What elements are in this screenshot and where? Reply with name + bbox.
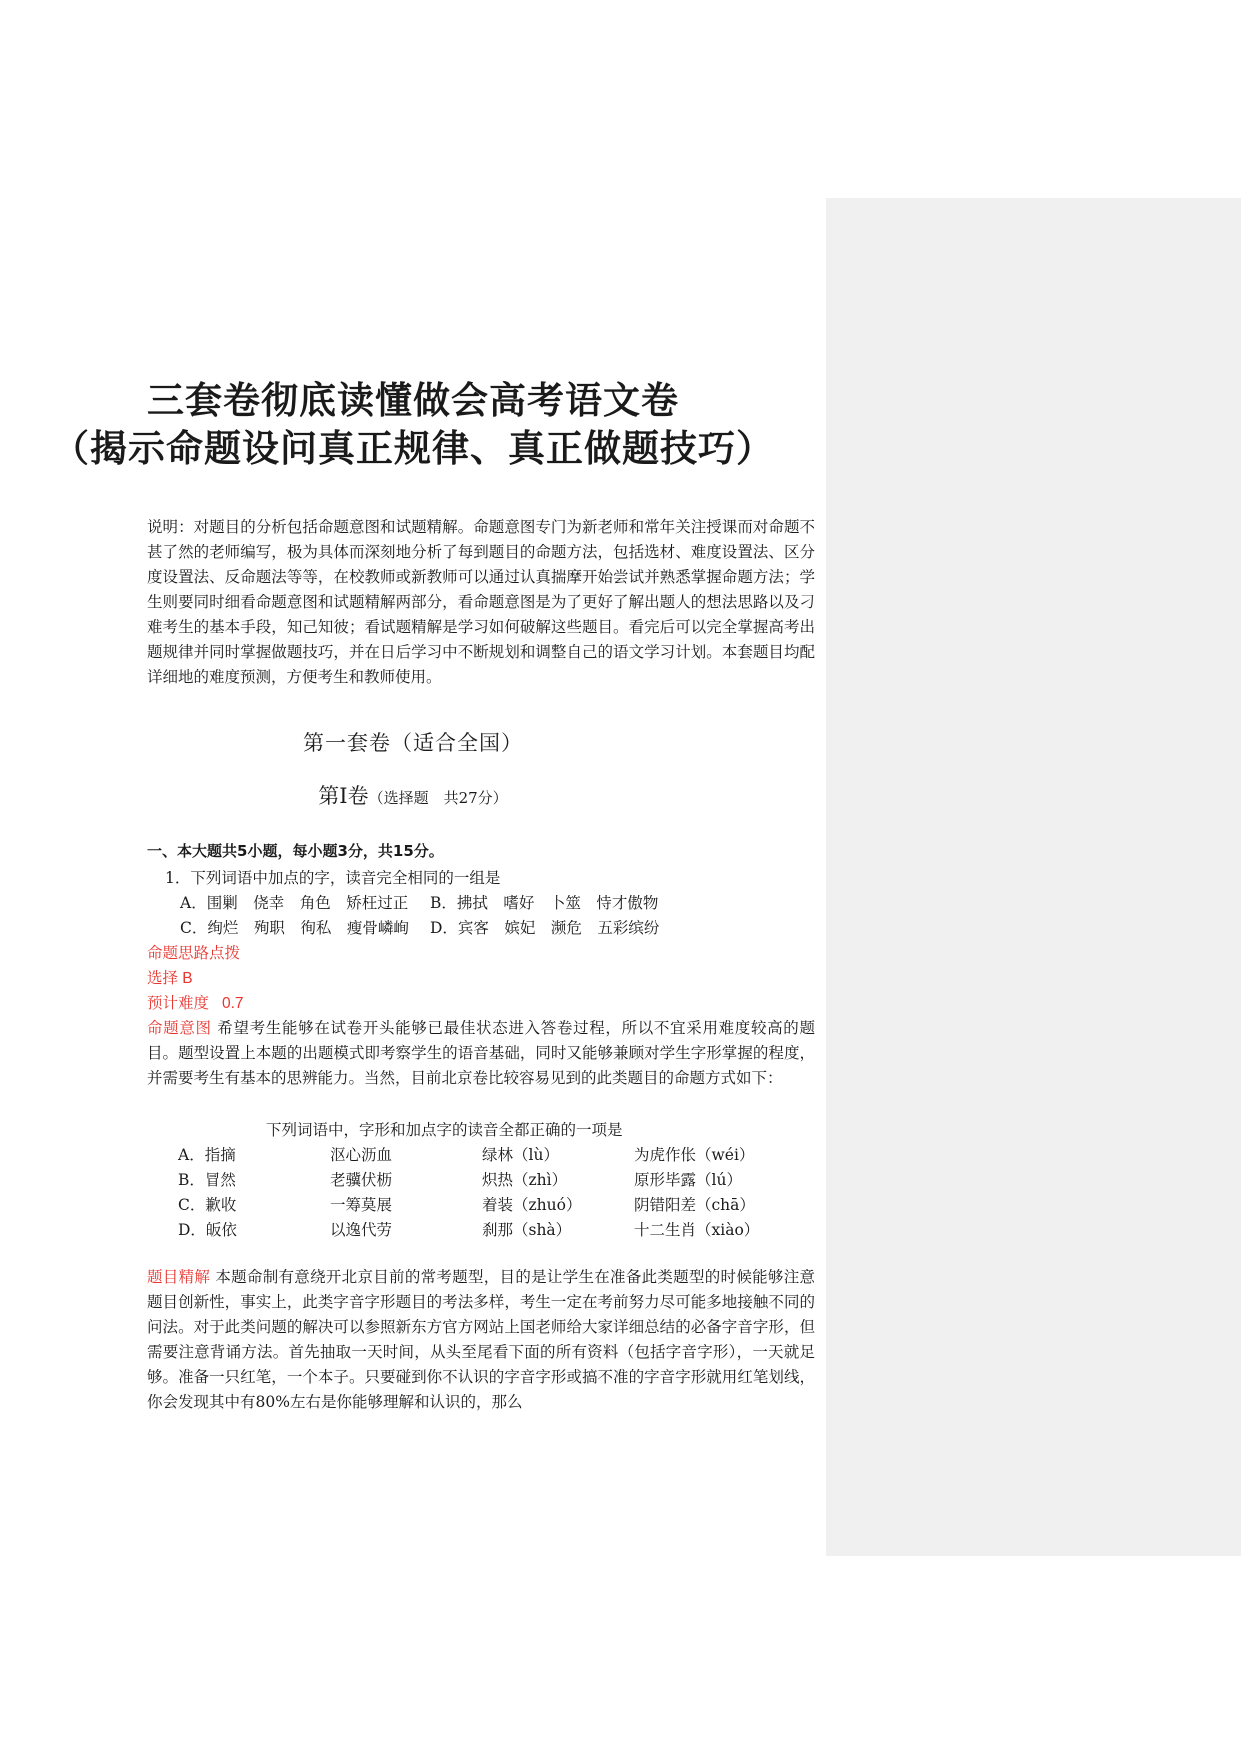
sample-cell: 老骥伏枥 bbox=[330, 1171, 393, 1189]
document-title: 三套卷彻底读懂做会高考语文卷 bbox=[147, 379, 679, 422]
sample-cell: 绿林（lù） bbox=[482, 1146, 559, 1164]
question-stem: 1．下列词语中加点的字，读音完全相同的一组是 bbox=[165, 869, 501, 887]
document-subtitle: （揭示命题设问真正规律、真正做题技巧） bbox=[52, 427, 774, 470]
difficulty-label: 预计难度 bbox=[147, 994, 210, 1012]
explain-label: 题目精解 bbox=[147, 1268, 211, 1286]
difficulty-line bbox=[147, 991, 244, 1013]
analysis-heading: 命题思路点拨 bbox=[147, 944, 241, 962]
sample-cell: 为虎作伥（wéi） bbox=[634, 1146, 755, 1164]
sample-cell: C．歉收 bbox=[178, 1196, 237, 1214]
sample-cell: 刹那（shà） bbox=[482, 1221, 572, 1239]
difficulty-value: 0.7 bbox=[221, 995, 244, 1012]
answer-line: 选择 B bbox=[147, 970, 193, 987]
sample-cell: 着装（zhuó） bbox=[482, 1196, 582, 1214]
sample-cell: 原形毕露（lú） bbox=[634, 1171, 742, 1189]
sample-question-stem: 下列词语中，字形和加点字的读音全都正确的一项是 bbox=[266, 1121, 623, 1139]
explain-paragraph bbox=[147, 1265, 815, 1415]
sample-cell: A．指摘 bbox=[178, 1146, 236, 1164]
set-title: 第一套卷（适合全国） bbox=[303, 731, 523, 755]
sample-cell: 沤心沥血 bbox=[330, 1146, 393, 1164]
section-heading: 一、本大题共5小题，每小题3分，共15分。 bbox=[147, 842, 444, 860]
sample-cell: 阴错阳差（chā） bbox=[634, 1196, 755, 1214]
sample-cell: D．皈依 bbox=[178, 1221, 237, 1239]
volume-label: 第Ⅰ卷 bbox=[318, 784, 369, 808]
sample-cell: 炽热（zhì） bbox=[482, 1171, 568, 1189]
question-option-c: C．绚烂 殉职 徇私 瘦骨嶙峋 bbox=[180, 919, 409, 937]
description-paragraph: 说明：对题目的分析包括命题意图和试题精解。命题意图专门为新老师和常年关注授课而对命题不甚了然的老师编写，极为具体而深刻地分析了每到题目的命题方法，包括选材、难度设置法、区分度设置法、反命题法等等，在校教师或新教师可以通过认真揣摩开始尝试并熟悉掌握命题方法；学生则要同时细看命题意图和试题精解两部分，看命题意图是为了更好了解出题人的想法思路以及刁难考生的基本手段，知己知彼；看试题精解是学习如何破解这些题目。看完后可以完全掌握高考出题规律并同时掌握做题技巧，并在日后学习中不断规划和调整自己的语文学习计划。本套题目均配详细地的难度预测，方便考生和教师使用。 bbox=[147, 518, 815, 686]
comment-pane bbox=[826, 198, 1241, 1556]
intent-paragraph bbox=[147, 1016, 815, 1091]
question-option-d: D．宾客 嫔妃 濒危 五彩缤纷 bbox=[430, 919, 660, 937]
sample-cell: 以逸代劳 bbox=[330, 1221, 393, 1239]
explain-text: 本题命制有意绕开北京目前的常考题型，目的是让学生在准备此类题型的时候能够注意题目创新性，事实上，此类字音字形题目的考法多样，考生一定在考前努力尽可能多地接触不同的问法。对于此类问题的解决可以参照新东方官方网站上国老师给大家详细总结的必备字音字形，但需要注意背诵方法。首先抽取一天时间，从头至尾看下面的所有资料（包括字音字形），一天就足够。准备一只红笔，一个本子。只要碰到你不认识的字音字形或搞不准的字音字形就用红笔划线，你会发现其中有80%左右是你能够理解和认识的，那么 bbox=[147, 1268, 815, 1411]
sample-cell: B．冒然 bbox=[178, 1171, 236, 1189]
sample-cell: 一筹莫展 bbox=[330, 1196, 393, 1214]
sample-cell: 十二生肖（xiào） bbox=[634, 1221, 760, 1239]
question-option-a: A．围剿 侥幸 角色 矫枉过正 bbox=[180, 894, 409, 912]
volume-subtitle: （选择题 共27分） bbox=[368, 789, 508, 807]
question-option-b: B．拂拭 嗜好 卜筮 恃才傲物 bbox=[430, 894, 659, 912]
intent-text: 希望考生能够在试卷开头能够已最佳状态进入答卷过程，所以不宜采用难度较高的题目。题型设置上本题的出题模式即考察学生的语音基础，同时又能够兼顾对学生字形掌握的程度，并需要考生有基本的思辨能力。当然，目前北京卷比较容易见到的此类题目的命题方式如下： bbox=[147, 1019, 815, 1087]
intent-label: 命题意图 bbox=[147, 1019, 212, 1037]
volume-title bbox=[0, 780, 826, 810]
